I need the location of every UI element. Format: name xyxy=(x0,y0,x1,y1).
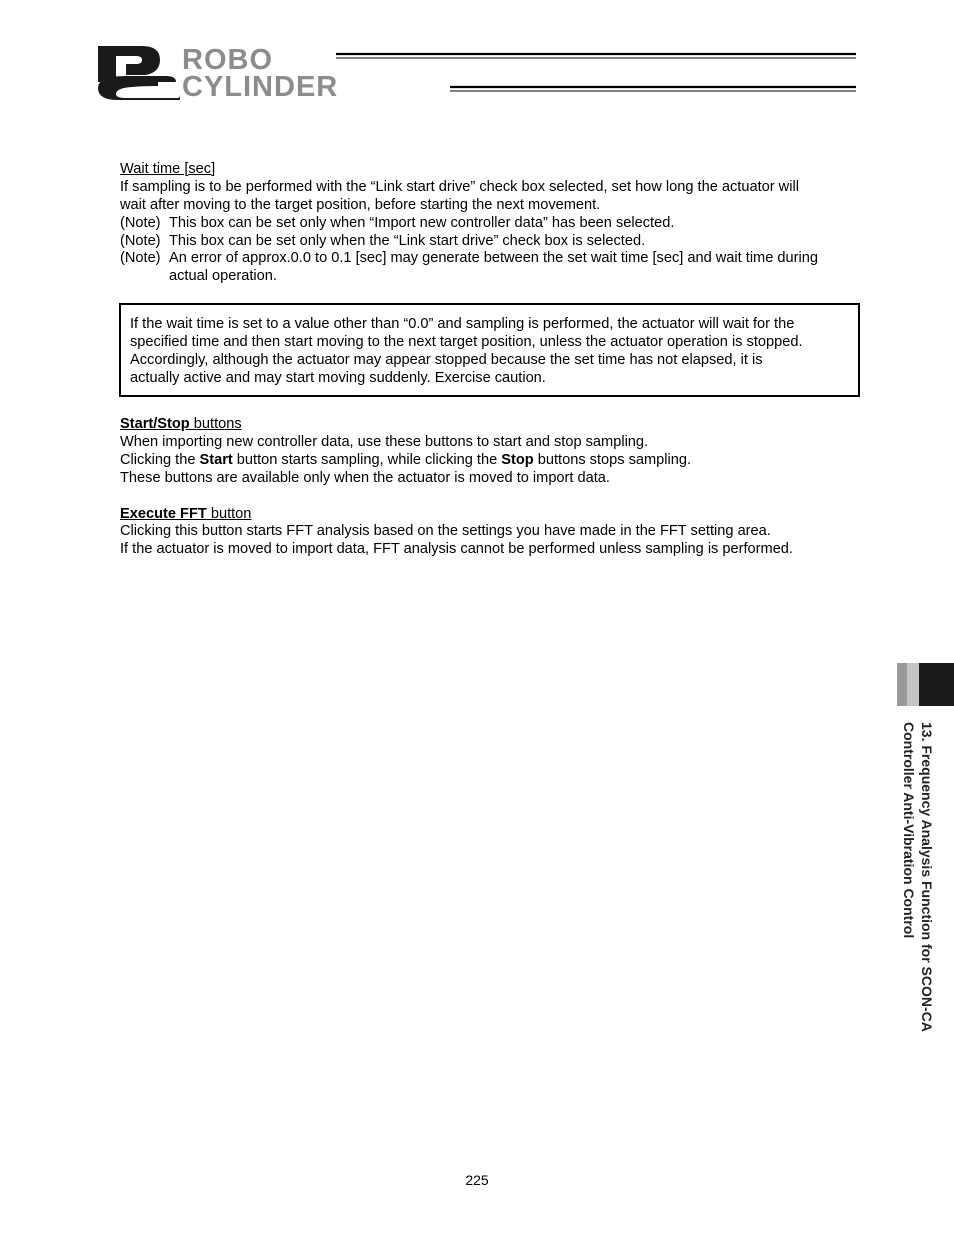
text-run: button starts sampling, while clicking the xyxy=(232,452,502,468)
execute-fft-heading-bold: Execute FFT xyxy=(120,506,207,522)
start-stop-heading-rest: buttons xyxy=(189,416,242,432)
caution-line-1: If the wait time is set to a value other than “0.0” and sampling is performed, the actuator will wait for the xyxy=(130,316,795,332)
start-stop-heading xyxy=(120,415,242,433)
note-text: This box can be set only when “Import new controller data” has been selected. xyxy=(169,215,675,231)
text-run: buttons stops sampling. xyxy=(533,452,692,468)
note-label: (Note) xyxy=(120,215,161,231)
start-stop-text-3: These buttons are available only when the actuator is moved to import data. xyxy=(120,470,610,486)
page-number: 225 xyxy=(465,1172,489,1188)
text-run: Clicking the xyxy=(120,452,200,468)
note-label: (Note) xyxy=(120,233,161,249)
logo-word-robo: ROBO xyxy=(182,44,273,76)
chapter-caption xyxy=(900,722,936,1032)
caution-box xyxy=(119,303,860,397)
caution-line-4: actually active and may start moving suddenly. Exercise caution. xyxy=(130,370,546,386)
execute-fft-text-1: Clicking this button starts FFT analysis based on the settings you have made in the FFT setting area. xyxy=(120,523,771,539)
execute-fft-heading xyxy=(120,505,251,523)
chapter-caption-line-2: Controller Anti-Vibration Control xyxy=(901,722,917,939)
caution-line-3: Accordingly, although the actuator may appear stopped because the set time has not elapsed, it is xyxy=(130,352,763,368)
header-logo xyxy=(96,42,858,102)
wait-time-text-1: If sampling is to be performed with the “Link start drive” check box selected, set how long the actuator will xyxy=(120,179,799,195)
note-text-continued: actual operation. xyxy=(169,268,277,284)
wait-time-text-2: wait after moving to the target position, before starting the next movement. xyxy=(120,197,601,213)
logo-word-cylinder: CYLINDER xyxy=(182,71,339,103)
caution-line-2: specified time and then start moving to the next target position, unless the actuator operation is stopped. xyxy=(130,334,803,350)
chapter-tab-black xyxy=(919,663,954,706)
stop-word: Stop xyxy=(501,452,534,468)
start-stop-text-1: When importing new controller data, use these buttons to start and stop sampling. xyxy=(120,434,649,450)
execute-fft-heading-rest: button xyxy=(206,506,252,522)
start-stop-heading-bold: Start/Stop xyxy=(120,416,190,432)
chapter-tab-gray xyxy=(897,663,919,706)
start-stop-text-2 xyxy=(120,451,691,469)
execute-fft-text-2: If the actuator is moved to import data, FFT analysis cannot be performed unless sampling is performed. xyxy=(120,541,793,557)
start-word: Start xyxy=(199,452,233,468)
wait-time-heading: Wait time [sec] xyxy=(120,161,216,177)
note-label: (Note) xyxy=(120,250,161,266)
note-text: This box can be set only when the “Link start drive” check box is selected. xyxy=(169,233,646,249)
note-text: An error of approx.0.0 to 0.1 [sec] may generate between the set wait time [sec] and wait time during xyxy=(169,250,818,266)
chapter-caption-line-1: 13. Frequency Analysis Function for SCON-CA xyxy=(919,722,935,1032)
